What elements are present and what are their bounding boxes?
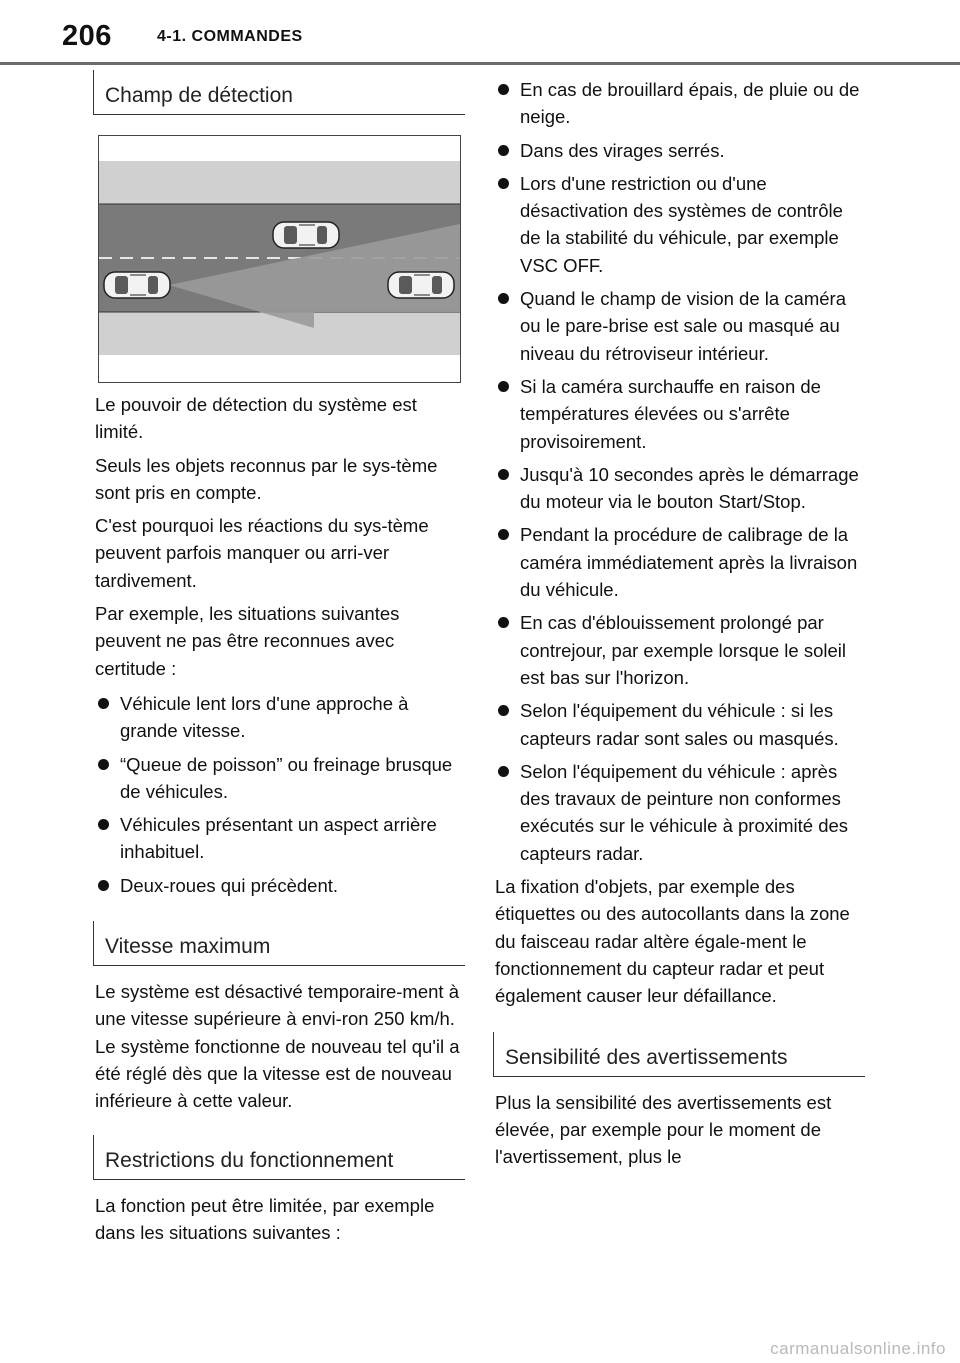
list-item: Si la caméra surchauffe en raison de températures élevées ou s'arrête provisoirement.: [493, 373, 863, 455]
left-column: [93, 70, 463, 1252]
watermark: carmanualsonline.info: [770, 1339, 946, 1358]
road-diagram: [99, 136, 460, 382]
list-item: Deux-roues qui précèdent.: [93, 872, 463, 899]
bullet-icon: [498, 178, 509, 189]
bullet-icon: [498, 617, 509, 628]
heading-warning-sensitivity: Sensibilité des avertissements: [493, 1032, 865, 1077]
section-title: 4-1. COMMANDES: [157, 28, 303, 45]
bullet-icon: [98, 880, 109, 891]
bullet-icon: [498, 469, 509, 480]
list-item: Pendant la procédure de calibrage de la caméra immédiatement après la livraison du véhicule.: [493, 521, 863, 603]
right-column: [493, 76, 863, 1176]
page-number: 206: [62, 20, 112, 52]
list-item: Véhicule lent lors d'une approche à grande vitesse.: [93, 690, 463, 745]
unrecognized-situations-list: [93, 690, 463, 899]
list-item: “Queue de poisson” ou freinage brusque de véhicules.: [93, 751, 463, 806]
paragraph: Plus la sensibilité des avertissements est élevée, par exemple pour le moment de l'avertissement, plus le: [495, 1091, 832, 1168]
list-item: Selon l'équipement du véhicule : si les capteurs radar sont sales ou masqués.: [493, 697, 863, 752]
paragraph: La fonction peut être limitée, par exemple dans les situations suivantes :: [95, 1194, 435, 1243]
bullet-icon: [98, 698, 109, 709]
car-own: [104, 272, 170, 298]
list-item: Jusqu'à 10 secondes après le démarrage du moteur via le bouton Start/Stop.: [493, 461, 863, 516]
detection-field-illustration: [98, 135, 461, 383]
paragraph: Par exemple, les situations suivantes peuvent ne pas être reconnues avec certitude :: [95, 603, 400, 679]
list-item: Lors d'une restriction ou d'une désactivation des systèmes de contrôle de la stabilité du véhicule, par exemple VSC OFF.: [493, 170, 863, 279]
header-rule: [0, 62, 960, 65]
car-front: [388, 272, 454, 298]
paragraph: Le pouvoir de détection du système est limité.: [95, 394, 417, 443]
list-item: Quand le champ de vision de la caméra ou le pare-brise est sale ou masqué au niveau du rétroviseur intérieur.: [493, 285, 863, 367]
bullet-icon: [98, 819, 109, 830]
list-item: Selon l'équipement du véhicule : après des travaux de peinture non conformes exécutés sur le véhicule à proximité des capteurs radar.: [493, 758, 863, 867]
list-item: En cas d'éblouissement prolongé par contrejour, par exemple lorsque le soleil est bas sur l'horizon.: [493, 609, 863, 691]
bullet-icon: [498, 145, 509, 156]
paragraph: Seuls les objets reconnus par le sys-tème sont pris en compte.: [95, 454, 438, 503]
bullet-icon: [498, 529, 509, 540]
paragraph: La fixation d'objets, par exemple des étiquettes ou des autocollants dans la zone du faisceau radar altère égale-ment le fonctionnement du capteur radar et peut également causer leur défaillance.: [495, 876, 850, 1007]
paragraph: Le système est désactivé temporaire-ment à une vitesse supérieure à envi-ron 250 km/h. Le système fonctionne de nouveau tel qu'il a été réglé dès que la vitesse est de nouveau inférieure à cette valeur.: [95, 981, 460, 1112]
list-item: En cas de brouillard épais, de pluie ou de neige.: [493, 76, 863, 131]
bullet-icon: [498, 293, 509, 304]
bullet-icon: [498, 84, 509, 95]
page-header: [0, 0, 960, 66]
heading-restrictions: Restrictions du fonctionnement: [93, 1135, 465, 1180]
list-item: Véhicules présentant un aspect arrière inhabituel.: [93, 811, 463, 866]
shoulder-top: [99, 161, 460, 204]
bullet-icon: [98, 759, 109, 770]
heading-max-speed: Vitesse maximum: [93, 921, 465, 966]
bullet-icon: [498, 766, 509, 777]
list-item: Dans des virages serrés.: [493, 137, 863, 164]
bullet-icon: [498, 705, 509, 716]
heading-detection-field: Champ de détection: [93, 70, 465, 115]
car-ahead: [273, 222, 339, 248]
shoulder-bottom: [99, 312, 460, 355]
restrictions-list: [493, 76, 863, 867]
bullet-icon: [498, 381, 509, 392]
paragraph: C'est pourquoi les réactions du sys-tème peuvent parfois manquer ou arri-ver tardivement.: [95, 515, 429, 591]
